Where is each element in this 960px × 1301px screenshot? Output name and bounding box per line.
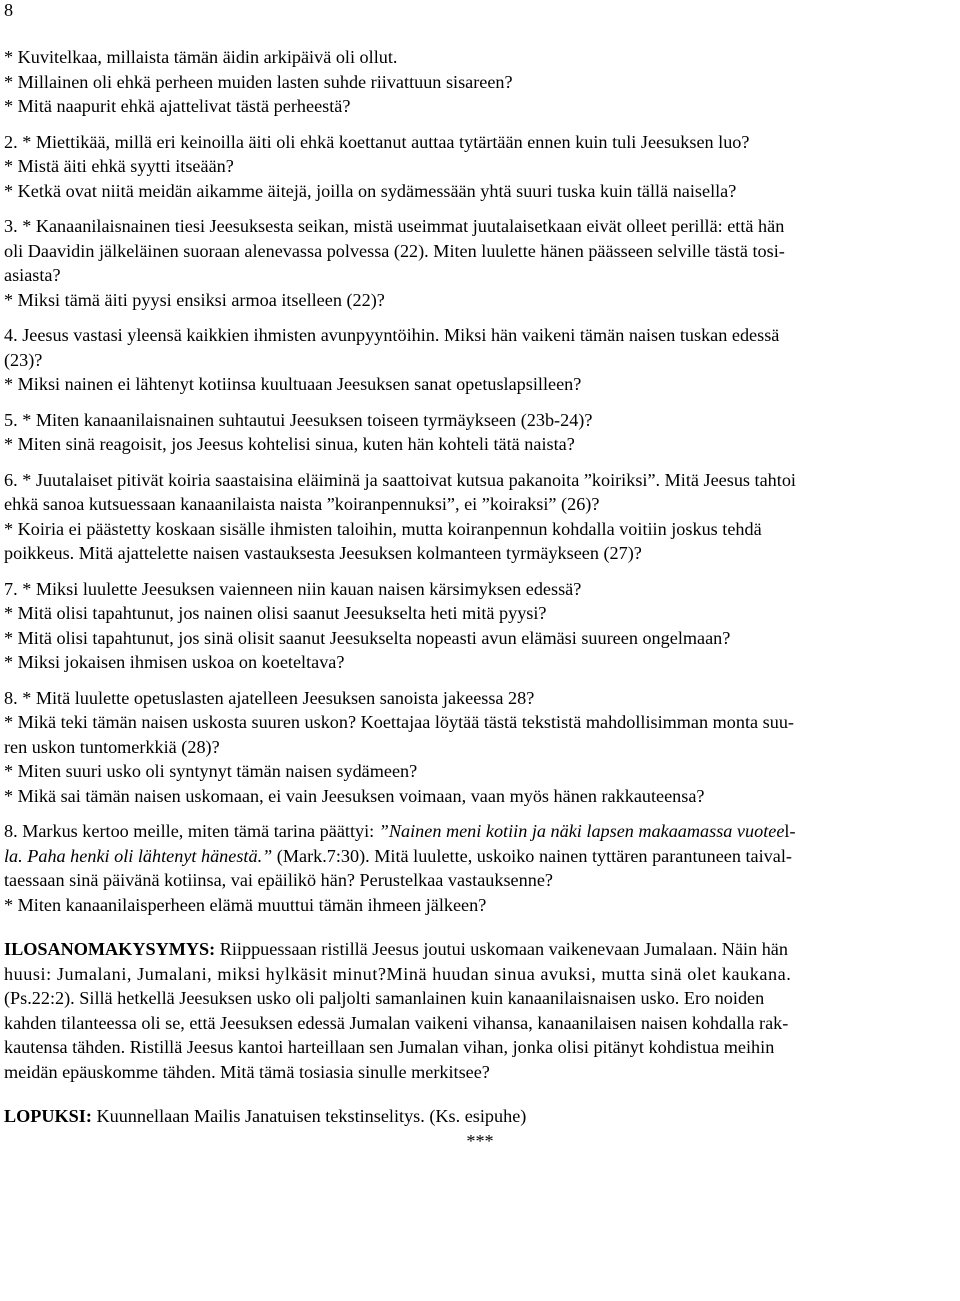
section-label: LOPUKSI: [4, 1106, 92, 1126]
text-line: * Millainen oli ehkä perheen muiden lasten suhde riivattuun sisareen? [4, 71, 513, 92]
text-line: * Miksi tämä äiti pyysi ensiksi armoa itselleen (22)? [4, 289, 385, 310]
text-line: kautensa tähden. Ristillä Jeesus kantoi harteillaan sen Jumalan vihan, jonka olisi pitänyt kohdistua meihin [4, 1037, 775, 1057]
text-line: * Miten sinä reagoisit, jos Jeesus kohtelisi sinua, kuten hän kohteli tätä naista? [4, 434, 575, 454]
text-line: * Ketkä ovat niitä meidän aikamme äitejä, joilla on sydämessään yhtä suuri tuska kuin tällä naisella? [4, 180, 737, 201]
text-line: asiasta? [4, 265, 61, 285]
question-block-4 [4, 323, 956, 397]
text-span: Riippuessaan ristillä Jeesus joutui uskomaan vaikenevaan Jumalaan. Näin hän [215, 939, 788, 959]
gospel-question-section [4, 937, 956, 1084]
question-block-5 [4, 408, 956, 457]
text-line: meidän epäuskomme tähden. Mitä tämä tosiasia sinulle merkitsee? [4, 1061, 490, 1082]
text-line: (Ps.22:2). Sillä hetkellä Jeesuksen usko oli paljolti samanlainen kuin kanaanilaisnaisen usko. Ero noiden [4, 988, 765, 1008]
text-line: * Mikä teki tämän naisen uskosta suuren uskon? Koettajaa löytää tästä tekstistä mahdollisimman monta suu- [4, 712, 794, 732]
text-span: (Mark.7:30). Mitä luulette, uskoiko nainen tyttären parantuneen taival- [272, 845, 792, 866]
text-line: * Mikä sai tämän naisen uskomaan, ei vain Jeesuksen voimaan, vaan myös hänen rakkauteensa? [4, 785, 705, 806]
page-number: 8 [4, 0, 14, 20]
text-line: 6. * Juutalaiset pitivät koiria saastaisina eläiminä ja saattoivat kutsua pakanoita ”koiriksi”. Mitä Jeesus tahtoi [4, 469, 796, 490]
text-span: 8. Markus kertoo meille, miten tämä tarina päättyi: [4, 821, 379, 841]
text-line: * Mitä olisi tapahtunut, jos sinä olisit saanut Jeesukselta nopeasti avun elämäsi suureen ongelmaan? [4, 627, 731, 648]
text-line [4, 1104, 956, 1129]
closing-section [4, 1104, 956, 1153]
text-span: Kuunnellaan Mailis Janatuisen tekstinselitys. (Ks. esipuhe) [91, 1106, 527, 1126]
text-line: 2. * Miettikää, millä eri keinoilla äiti oli ehkä koettanut auttaa tytärtään ennen kuin tuli Jeesuksen luo? [4, 131, 750, 152]
text-line [4, 937, 956, 962]
text-line: 5. * Miten kanaanilaisnainen suhtautui Jeesuksen toiseen tyrmäykseen (23b-24)? [4, 409, 593, 430]
question-block-7 [4, 577, 956, 675]
bible-quote: ”Nainen meni kotiin ja näki lapsen makaamassa vuotee [378, 821, 785, 841]
text-line: 4. Jeesus vastasi yleensä kaikkien ihmisten avunpyyntöihin. Miksi hän vaikeni tämän naisen tuskan edessä [4, 325, 780, 345]
text-line: * Miten kanaanilaisperheen elämä muuttui tämän ihmeen jälkeen? [4, 894, 487, 915]
text-line: * Kuvitelkaa, millaista tämän äidin arkipäivä oli ollut. [4, 47, 398, 67]
question-block-2 [4, 130, 956, 204]
text-line: 3. * Kanaanilaisnainen tiesi Jeesuksesta seikan, mistä useimmat juutalaisetkaan eivät olleet perillä: että hän [4, 216, 785, 236]
text-line: 8. * Mitä luulette opetuslasten ajatelleen Jeesuksen sanoista jakeessa 28? [4, 687, 535, 708]
text-line: (23)? [4, 349, 43, 370]
text-line: * Miksi jokaisen ihmisen uskoa on koeteltava? [4, 652, 345, 672]
question-block-8a [4, 686, 956, 809]
end-mark: *** [466, 1130, 494, 1151]
text-line: ren uskon tuntomerkkiä (28)? [4, 736, 220, 757]
text-line: * Mitä naapurit ehkä ajattelivat tästä perheestä? [4, 96, 351, 116]
text-line: * Miten suuri usko oli syntynyt tämän naisen sydämeen? [4, 761, 418, 781]
text-line [4, 844, 956, 869]
text-line: 7. * Miksi luulette Jeesuksen vaienneen niin kauan naisen kärsimyksen edessä? [4, 578, 582, 599]
text-line: * Koiria ei päästetty koskaan sisälle ihmisten taloihin, mutta koiranpennun kohdalla voitiin joskus tehdä [4, 518, 762, 539]
text-line: oli Daavidin jälkeläinen suoraan alenevassa polvessa (22). Miten luulette hänen päässeen selville tästä tosi- [4, 240, 785, 261]
text-line: kahden tilanteessa oli se, että Jeesuksen edessä Jumalan vaikeni vihansa, kanaanilaisen naisen kohdalla rak- [4, 1012, 789, 1033]
text-line: poikkeus. Mitä ajattelette naisen vastauksesta Jeesuksen kolmanteen tyrmäykseen (27)? [4, 543, 642, 563]
bible-quote: la. Paha henki oli lähtenyt hänestä.” [4, 845, 273, 866]
text-line: ehkä sanoa kutsuessaan kanaanilaista naista ”koiranpennuksi”, ei ”koiraksi” (26)? [4, 494, 600, 514]
text-line: huusi: Jumalani, Jumalani, miksi hylkäsit minut?Minä huudan sinua avuksi, mutta sinä olet kaukana. [4, 963, 792, 984]
section-label: ILOSANOMAKYSYMYS: [4, 939, 216, 959]
question-block-8b [4, 819, 956, 917]
question-block-6 [4, 468, 956, 566]
question-block-3 [4, 214, 956, 312]
text-line [4, 819, 956, 844]
text-line: * Mitä olisi tapahtunut, jos nainen olisi saanut Jeesukselta heti mitä pyysi? [4, 603, 547, 623]
document-body [4, 45, 956, 1153]
text-span: l- [784, 821, 796, 841]
question-block-1 [4, 45, 956, 119]
text-line: * Miksi nainen ei lähtenyt kotiinsa kuultuaan Jeesuksen sanat opetuslapsilleen? [4, 374, 582, 394]
text-line: * Mistä äiti ehkä syytti itseään? [4, 156, 234, 176]
text-line: taessaan sinä päivänä kotiinsa, vai epäilikö hän? Perustelkaa vastauksenne? [4, 870, 553, 890]
